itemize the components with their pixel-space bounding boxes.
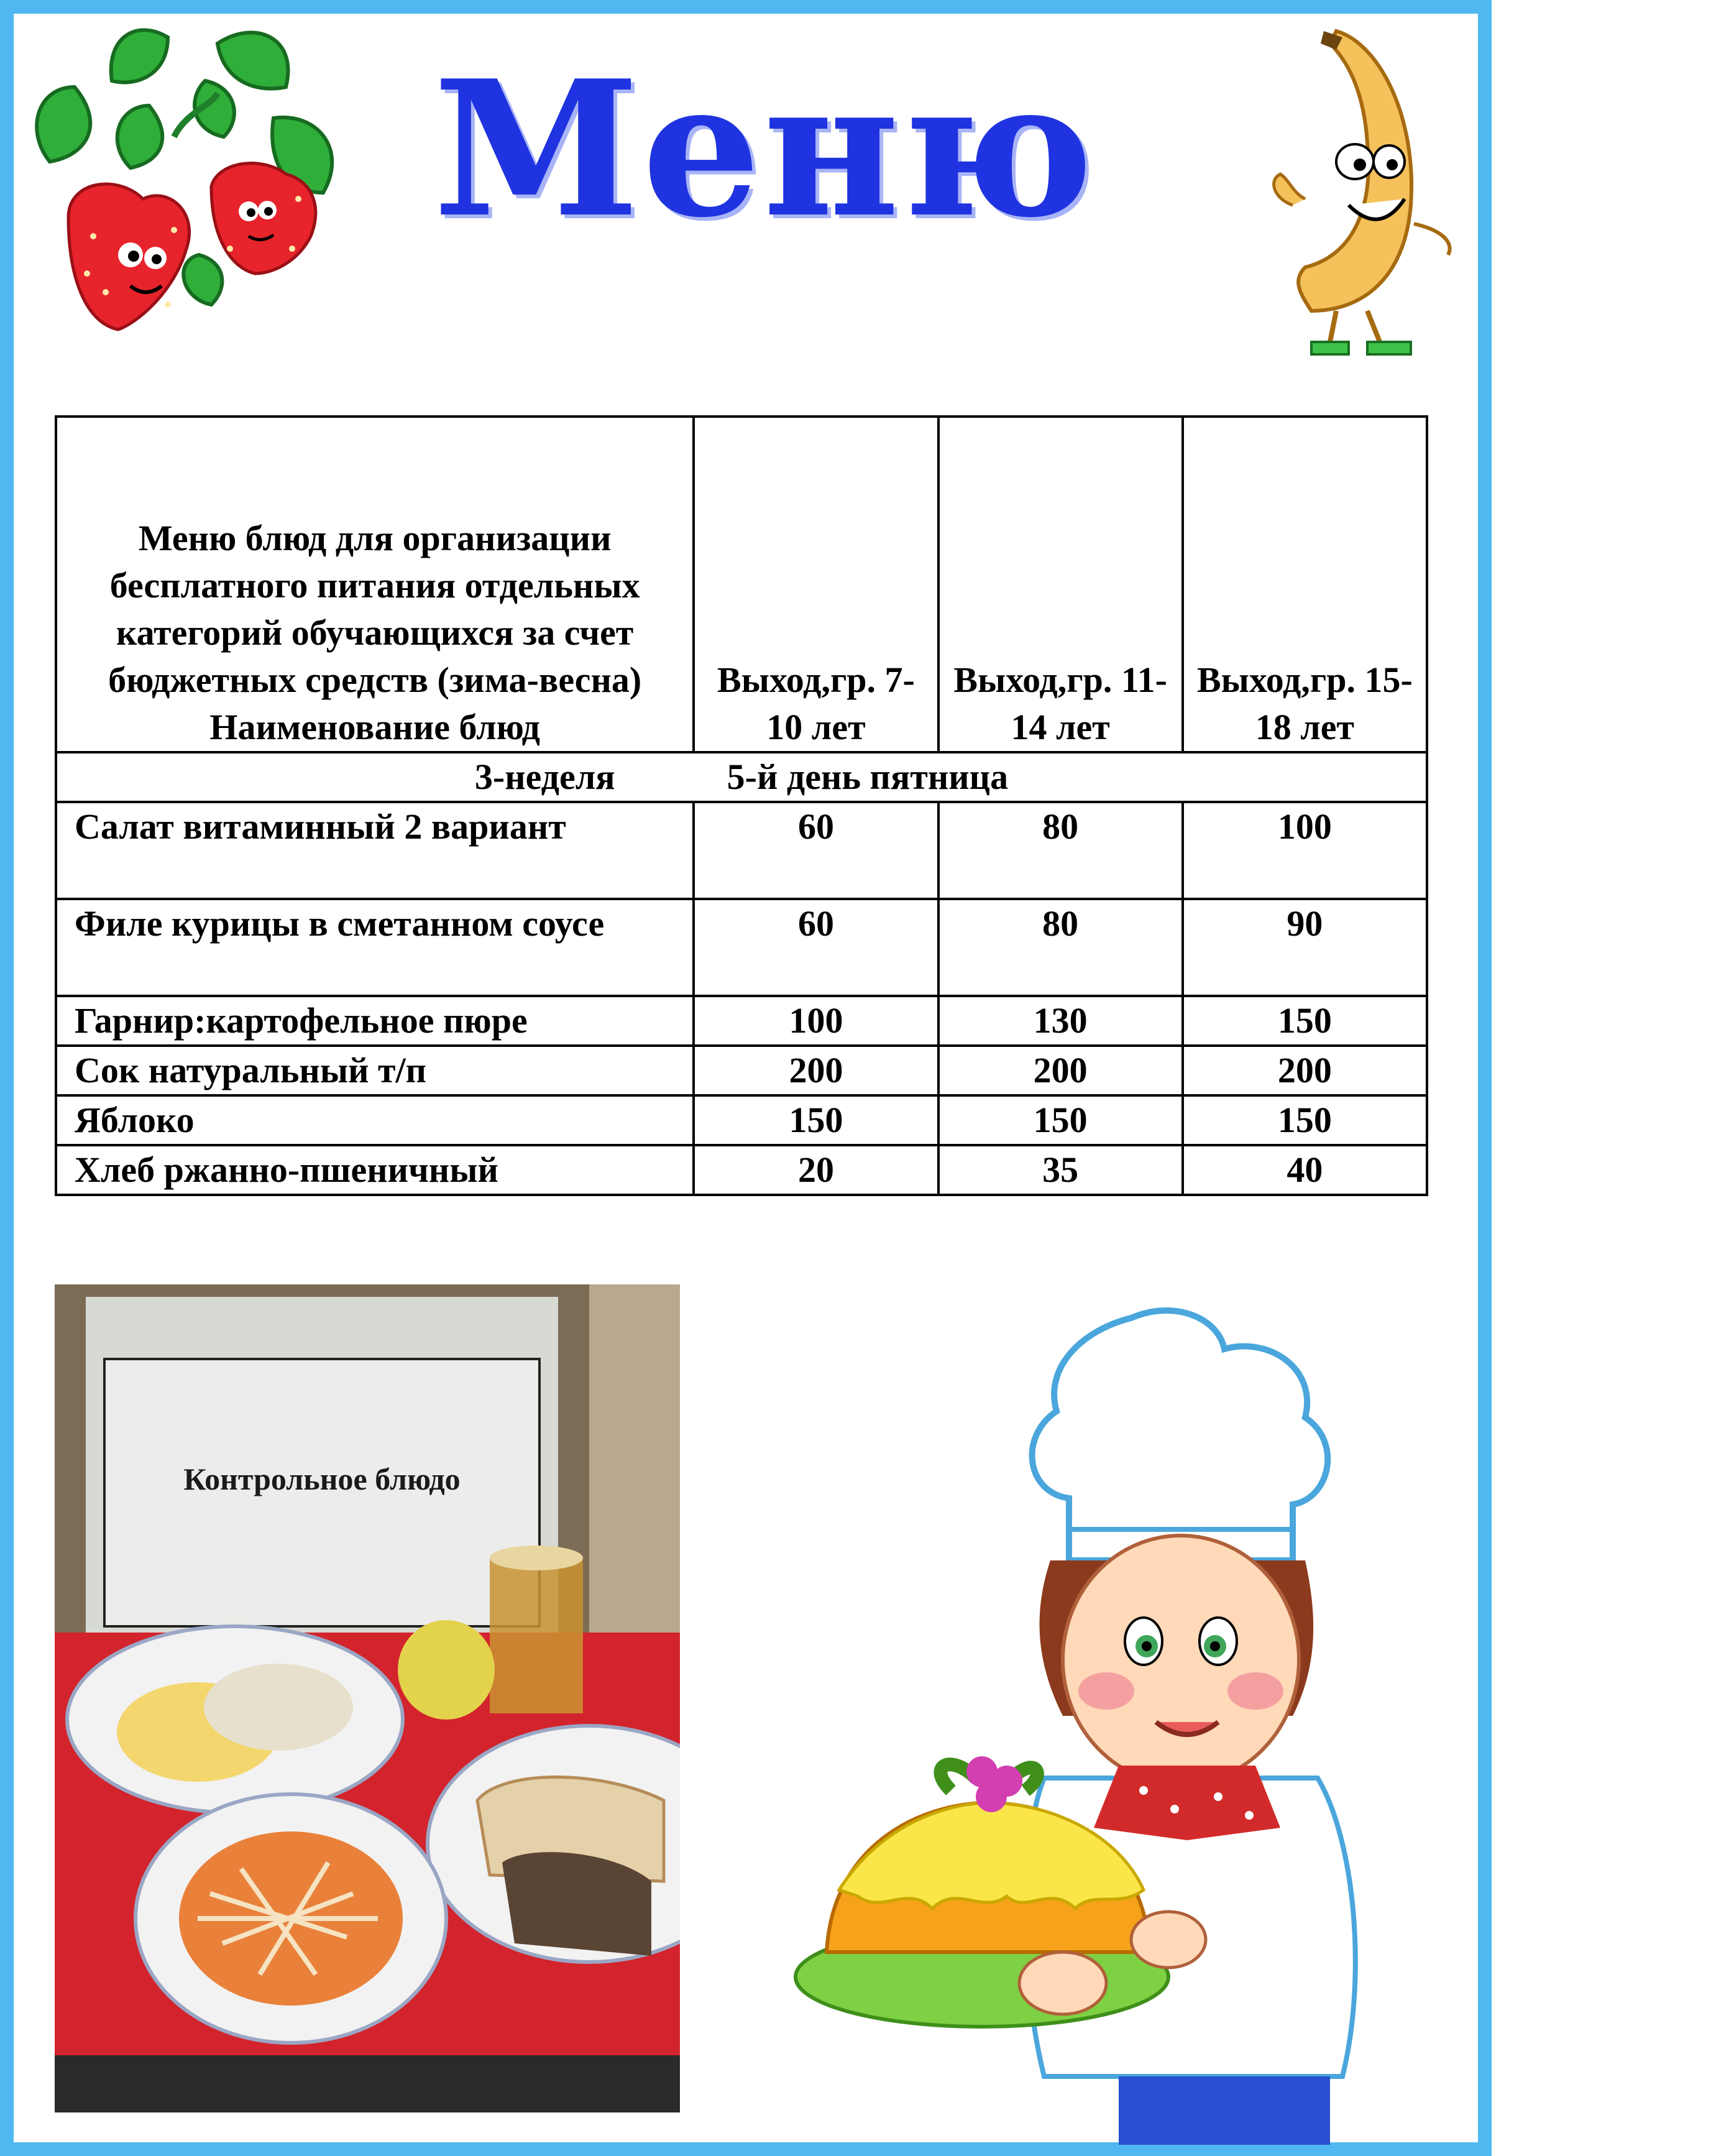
strawberry-icon	[12, 12, 360, 348]
portion-7-10: 150	[694, 1095, 938, 1145]
table-row	[56, 1095, 1427, 1145]
portion-15-18: 200	[1183, 1046, 1427, 1095]
page-title: Меню	[433, 39, 1096, 259]
chef-icon	[771, 1293, 1479, 2145]
portion-7-10: 60	[694, 899, 938, 996]
table-row	[56, 899, 1427, 996]
banana-icon	[1255, 19, 1479, 367]
week-day-cell	[56, 752, 1427, 802]
control-dish-photo	[55, 1284, 680, 2112]
header-age-7-10: Выход,гр. 7-10 лет	[694, 417, 938, 752]
portion-15-18: 100	[1183, 802, 1427, 899]
table-row	[56, 996, 1427, 1046]
header-age-15-18: Выход,гр. 15-18 лет	[1183, 417, 1427, 752]
header-age-11-14: Выход,гр. 11-14 лет	[938, 417, 1183, 752]
menu-table	[55, 415, 1428, 1196]
portion-11-14: 200	[938, 1046, 1183, 1095]
week-label: 3-неделя	[474, 757, 615, 797]
portion-11-14: 150	[938, 1095, 1183, 1145]
dish-name: Филе курицы в сметанном соусе	[56, 899, 694, 996]
page-margin	[1492, 0, 1711, 2156]
table-row	[56, 1046, 1427, 1095]
portion-11-14: 80	[938, 802, 1183, 899]
portion-15-18: 90	[1183, 899, 1427, 996]
table-row	[56, 1145, 1427, 1195]
week-row	[56, 752, 1427, 802]
portion-11-14: 130	[938, 996, 1183, 1046]
header-dish-column: Меню блюд для организации бесплатного питания отдельных категорий обучающихся за счет бюджетных средств (зима-весна) Наименование блюд	[56, 417, 694, 752]
portion-11-14: 80	[938, 899, 1183, 996]
dish-name: Хлеб ржанно-пшеничный	[56, 1145, 694, 1195]
table-header-row	[56, 417, 1427, 752]
dish-name: Гарнир:картофельное пюре	[56, 996, 694, 1046]
portion-15-18: 150	[1183, 996, 1427, 1046]
control-dish-sign: Контрольное блюдо	[183, 1462, 461, 1496]
frame-top	[0, 0, 1492, 14]
portion-7-10: 100	[694, 996, 938, 1046]
dish-name: Салат витаминный 2 вариант	[56, 802, 694, 899]
portion-7-10: 60	[694, 802, 938, 899]
portion-7-10: 20	[694, 1145, 938, 1195]
portion-7-10: 200	[694, 1046, 938, 1095]
frame-left	[0, 0, 14, 2156]
frame-right	[1478, 0, 1492, 2156]
day-label: 5-й день пятница	[727, 757, 1009, 797]
dish-name: Сок натуральный т/п	[56, 1046, 694, 1095]
dish-name: Яблоко	[56, 1095, 694, 1145]
portion-15-18: 150	[1183, 1095, 1427, 1145]
portion-11-14: 35	[938, 1145, 1183, 1195]
photo-scene	[55, 1284, 680, 2112]
table-row	[56, 802, 1427, 899]
portion-15-18: 40	[1183, 1145, 1427, 1195]
